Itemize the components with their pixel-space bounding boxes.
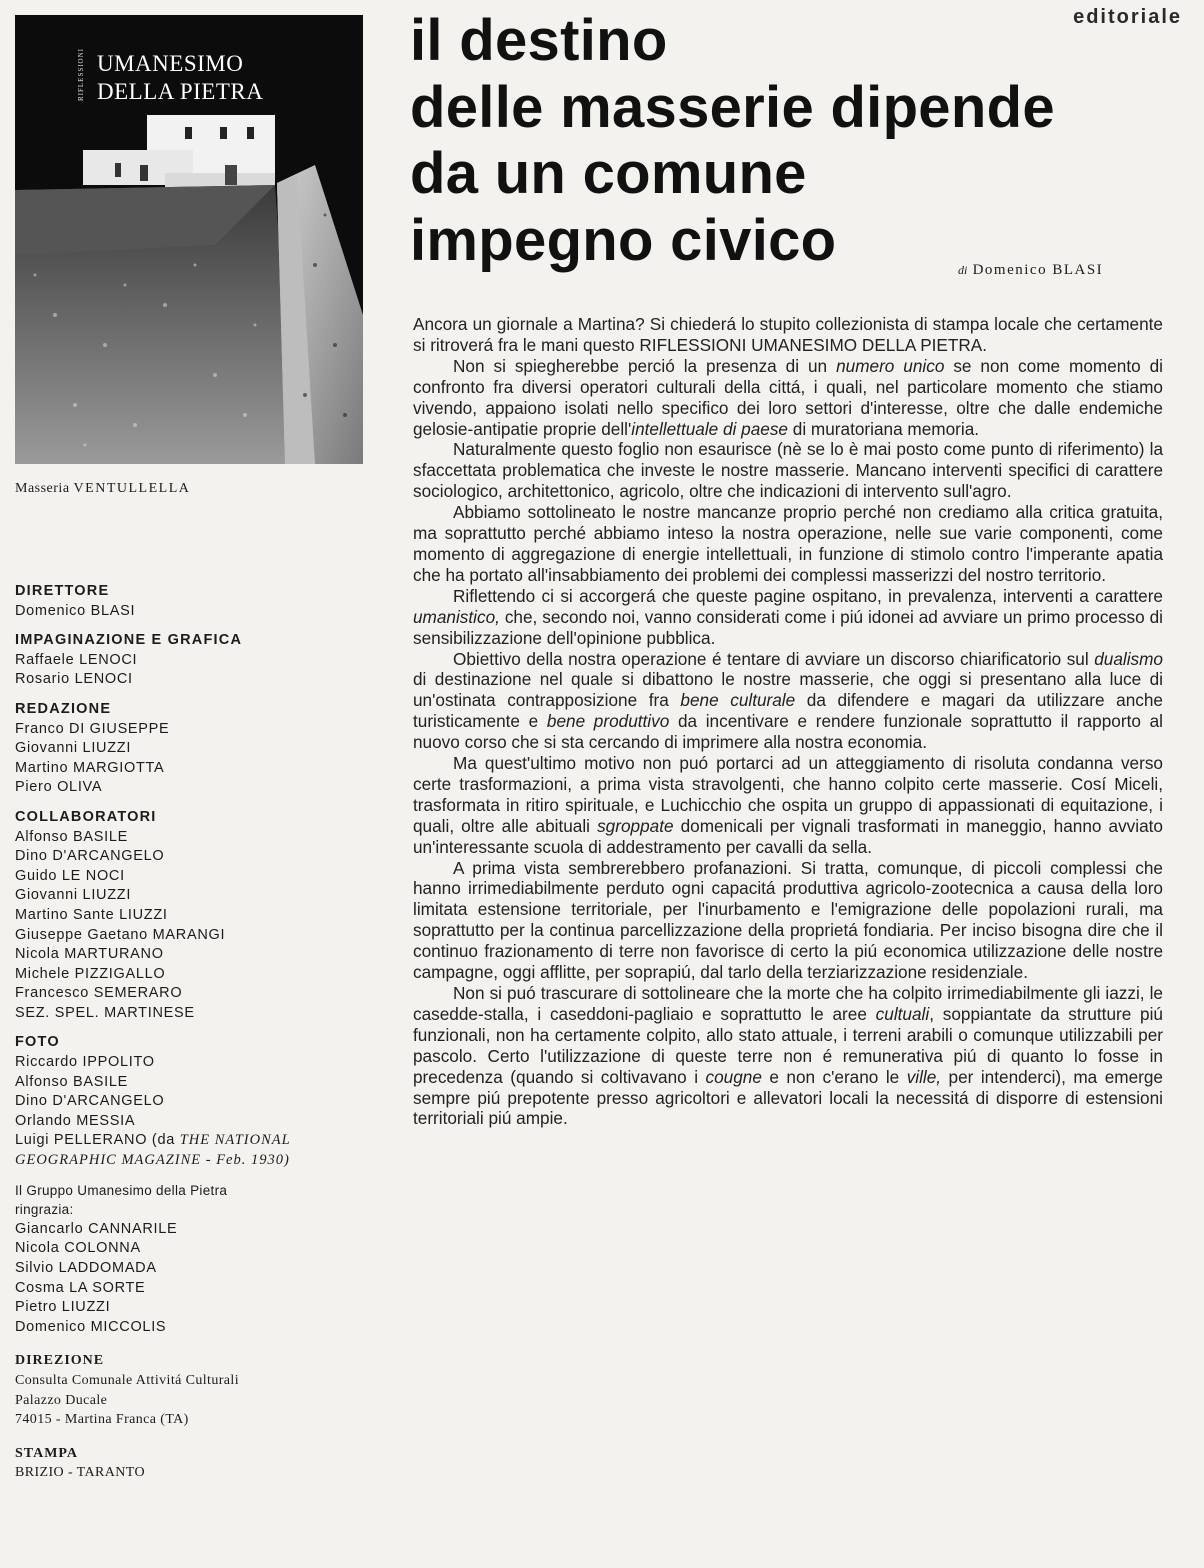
masthead-direzione xyxy=(15,1351,395,1429)
masthead-name: Alfonso BASILE xyxy=(15,1073,128,1090)
caption-name: VENTULLELLA xyxy=(73,481,191,496)
masthead-name: Martino Sante LIUZZI xyxy=(15,906,168,923)
article-paragraph: Ancora un giornale a Martina? Si chiederá lo stupito collezionista di stampa locale che certamente si ritroverá fra le mani questo RIFLESSIONI UMANESIMO DELLA PIETRA. xyxy=(413,314,1163,355)
article-paragraph: A prima vista sembrerebbero profanazioni. Si tratta, comunque, di piccoli complessi che hanno irrimediabilmente perduto ogni capacitá produttiva agricolo-zootecnica a causa della loro limitata estensione territoriale, per l'inurbamento e l'emigrazione delle popolazioni rurali, ma soprattutto per la continua parcellizzazione della proprietá fondiaria. Per inciso bisogna dire che il continuo frazionamento di terre non favorisce di certo la piú economica utilizzazione delle nostre campagne, oggi afflitte, per soprapiú, dal tarlo della terziarizzazione residenziale. xyxy=(413,857,1163,983)
photo-source: GEOGRAPHIC MAGAZINE - Feb. 1930) xyxy=(15,1152,290,1169)
masthead-name: Riccardo IPPOLITO xyxy=(15,1054,155,1071)
masthead-name: Domenico MICCOLIS xyxy=(15,1318,167,1335)
masthead-name: Giovanni LIUZZI xyxy=(15,887,132,904)
masthead-name: Pietro LIUZZI xyxy=(15,1299,111,1316)
thanks-intro: ringrazia: xyxy=(15,1202,74,1218)
thanks-intro: Il Gruppo Umanesimo della Pietra xyxy=(15,1182,228,1198)
headline-line: da un comune xyxy=(410,141,807,206)
article-body xyxy=(413,314,1163,1129)
masthead-name: Luigi PELLERANO (da xyxy=(15,1132,180,1149)
printer-line: BRIZIO - TARANTO xyxy=(15,1465,145,1481)
photo-source: THE NATIONAL xyxy=(179,1132,291,1149)
article-headline xyxy=(410,8,1110,274)
masthead-name: SEZ. SPEL. MARTINESE xyxy=(15,1004,195,1021)
masthead-direttore xyxy=(15,582,395,621)
masthead-impaginazione xyxy=(15,631,395,690)
masthead-heading: DIREZIONE xyxy=(15,1353,105,1369)
masthead-name: Nicola COLONNA xyxy=(15,1240,141,1257)
cover-title xyxy=(97,50,263,106)
address-line: Consulta Comunale Attivitá Culturali xyxy=(15,1372,239,1388)
masthead-thanks xyxy=(15,1181,395,1338)
masthead-name: Raffaele LENOCI xyxy=(15,651,138,668)
article-paragraph: Non si spiegherebbe perció la presenza di un numero unico se non come momento di confronto fra diversi operatori culturali della cittá, i quali, nel particolare momento che stiamo vivendo, appaiono isolati nello specifico dei loro settori d'interesse, oltre che dalle endemiche gelosie-antipatie proprie dell'intellettuale di paese di muratoriana memoria. xyxy=(413,355,1164,439)
masthead-name: Michele PIZZIGALLO xyxy=(15,965,166,982)
caption-prefix: Masseria xyxy=(15,481,70,496)
masthead-name: Alfonso BASILE xyxy=(15,828,128,845)
masthead-name: Piero OLIVA xyxy=(15,779,103,796)
masthead-name: Martino MARGIOTTA xyxy=(15,759,165,776)
masthead-heading: REDAZIONE xyxy=(15,700,112,717)
section-label: editoriale xyxy=(1073,6,1182,28)
masthead xyxy=(15,582,395,1493)
masthead-stampa xyxy=(15,1444,395,1483)
masthead-name: Cosma LA SORTE xyxy=(15,1279,146,1296)
masthead-heading: IMPAGINAZIONE E GRAFICA xyxy=(15,632,243,649)
masthead-name: Silvio LADDOMADA xyxy=(15,1260,157,1276)
byline-author: Domenico BLASI xyxy=(972,262,1104,278)
masthead-name: Giovanni LIUZZI xyxy=(15,740,132,757)
cover-title-line2: DELLA PIETRA xyxy=(97,79,264,104)
masthead-name-with-source xyxy=(15,1131,395,1151)
address-line: 74015 - Martina Franca (TA) xyxy=(15,1412,189,1428)
headline-line: delle masserie dipende xyxy=(410,74,1055,140)
masthead-redazione xyxy=(15,700,395,798)
masthead-name: Nicola MARTURANO xyxy=(15,946,164,963)
cover-image xyxy=(15,15,363,464)
cover-caption xyxy=(15,481,190,497)
article-paragraph: Abbiamo sottolineato le nostre mancanze proprio perché non crediamo alla critica gratuita, ma soprattutto perché abbiamo inteso la nostra operazione, nelle sue varie componenti, come momento di aggregazione di energie intellettuali, in funzione di stimolo contro l'imperante apatia che ha portato all'insabbiamento dei problemi dei complessi masserizzi del nostro territorio. xyxy=(413,502,1163,585)
byline-di: di xyxy=(958,263,968,277)
masthead-name: Domenico BLASI xyxy=(15,602,136,619)
masthead-collaboratori xyxy=(15,808,395,1024)
cover-series-label: RIFLESSIONI xyxy=(77,47,85,101)
masthead-name: Dino D'ARCANGELO xyxy=(15,1093,165,1110)
article-paragraph: Non si puó trascurare di sottolineare che la morte che ha colpito irrimediabilmente gli iazzi, le casedde-stalla, i caseddoni-pagliaio e soprattutto le aree cultuali, soppiantate da strutture piú funzionali, non ha certamente colpito, allo stato attuale, i terreni arabili o comunque utilizzabili per pascolo. Certo l'utilizzazione di queste terre non é remunerativa piú di quanto lo fosse in precedenza (quando si coltivavano i cougne e non c'erano le ville, per intenderci), ma emerge sempre piú prepotente presso agricoltori e allevatori locali la necessitá di disporre di estensioni territoriali piú ampie. xyxy=(413,983,1163,1129)
masthead-name: Francesco SEMERARO xyxy=(15,985,183,1002)
photo-source-line xyxy=(15,1151,395,1171)
masthead-name: Giuseppe Gaetano MARANGI xyxy=(15,926,226,943)
masthead-name: Rosario LENOCI xyxy=(15,671,133,688)
masthead-name: Dino D'ARCANGELO xyxy=(15,848,165,865)
cover-title-line1: UMANESIMO xyxy=(97,51,244,76)
masthead-name: Guido LE NOCI xyxy=(15,867,125,884)
byline xyxy=(958,262,1103,279)
masthead-heading: COLLABORATORI xyxy=(15,808,157,825)
masthead-name: Orlando MESSIA xyxy=(15,1112,136,1129)
article-paragraph: Ma quest'ultimo motivo non puó portarci ad un atteggiamento di risoluta condanna verso certe trasformazioni, a prima vista stravolgenti, che hanno colpito certe masserie. Cosí Miceli, trasformata in ritiro spirituale, e Luchicchio che ospita un gruppo di appassionati di equitazione, i quali, oltre alle abituali sgroppate domenicali per vignali trasformati in maneggio, hanno avviato un'interessante scuola di addestramento per cavalli da sella. xyxy=(413,753,1163,857)
article-paragraph: Naturalmente questo foglio non esaurisce (nè se lo è mai posto come punto di riferimento) la sfaccettata problematica che investe le nostre masserie. Mancano interventi specifici di carattere sociologico, architettonico, agricolo, oltre che indicazioni di intervento sull'agro. xyxy=(413,439,1163,502)
masthead-foto xyxy=(15,1033,395,1170)
masthead-heading: FOTO xyxy=(15,1034,60,1051)
article-paragraph: Obiettivo della nostra operazione é tentare di avviare un discorso chiarificatorio sul dualismo di destinazione nel quale si dibattono le nostre masserie, che oggi si presentano alla luce di un'ostinata contrapposizione fra bene culturale da difendere e magari da utilizzare anche turisticamente e bene produttivo da incentivare e rendere funzionale soprattutto il rapporto al nuovo corso che si sta cercando di imprimere alla nostra economia. xyxy=(413,648,1163,753)
masthead-heading: STAMPA xyxy=(15,1445,79,1461)
masthead-name: Franco DI GIUSEPPE xyxy=(15,720,170,737)
address-line: Palazzo Ducale xyxy=(15,1392,108,1408)
article-paragraph: Riflettendo ci si accorgerá che queste pagine ospitano, in prevalenza, interventi a carattere umanistico, che, secondo noi, vanno considerati come i piú idonei ad avviare un primo processo di sensibilizzazione dell'opinione pubblica. xyxy=(413,585,1163,648)
headline-line: impegno civico xyxy=(410,207,837,273)
headline-line: il destino xyxy=(410,8,668,73)
masthead-name: Giancarlo CANNARILE xyxy=(15,1220,178,1237)
masthead-heading: DIRETTORE xyxy=(15,583,110,599)
